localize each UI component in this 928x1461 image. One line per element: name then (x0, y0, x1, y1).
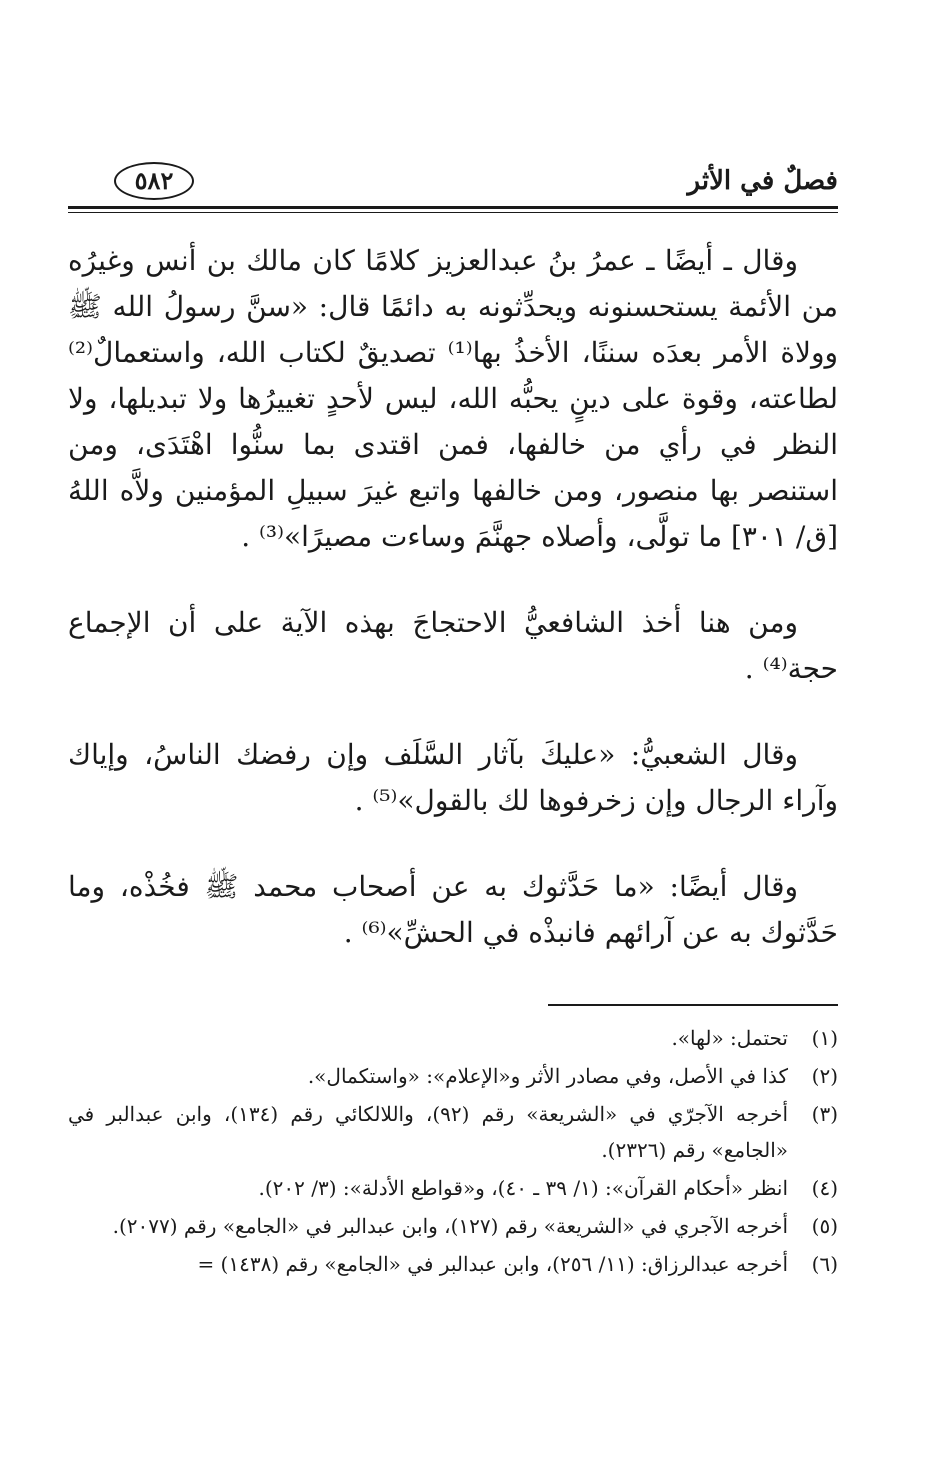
running-header (68, 160, 838, 210)
paragraph: ومن هنا أخذ الشافعيُّ الاحتجاجَ بهذه الآية على أن الإجماع حجة⁽⁴⁾ . (68, 606, 838, 685)
footnote (68, 1208, 838, 1244)
footnote (68, 1058, 838, 1094)
footnote-text: انظر «أحكام القرآن»: (١/ ٣٩ ـ ٤٠)، و«قواطع الأدلة»: (٣/ ٢٠٢). (258, 1176, 788, 1200)
footnote (68, 1020, 838, 1056)
chapter-title: فصلٌ في الأثر (687, 166, 838, 196)
footnotes (68, 1020, 838, 1282)
footnote-text: كذا في الأصل، وفي مصادر الأثر و«الإعلام»: «واستكمال». (307, 1064, 788, 1088)
header-rule-thin (68, 212, 838, 213)
footnote (68, 1170, 838, 1206)
footnote-number: (٤) (811, 1176, 838, 1200)
paragraph: وقال الشعبيُّ: «عليكَ بآثار السَّلَف وإن رفضك الناسُ، وإياك وآراء الرجال وإن زخرفوها لك بالقول»⁽⁵⁾ . (68, 738, 838, 817)
paragraph: وقال أيضًا: «ما حَدَّثوك به عن أصحاب محمد ﷺ فخُذْه، وما حَدَّثوك به عن آرائهم فانبذْه في الحشِّ»⁽⁶⁾ . (68, 870, 838, 949)
footnote-separator (68, 996, 838, 1020)
main-text (68, 238, 838, 956)
footnote-number: (٦) (811, 1252, 838, 1276)
header-rule (68, 206, 838, 209)
footnote-number: (١) (811, 1026, 838, 1050)
footnote-number: (٣) (811, 1102, 838, 1126)
footnote (68, 1096, 838, 1168)
footnote-number: (٢) (811, 1064, 838, 1088)
footnote-number: (٥) (811, 1214, 838, 1238)
book-page (68, 160, 838, 1284)
footnote-rule (548, 1004, 838, 1006)
footnote-text: تحتمل: «لها». (671, 1026, 788, 1050)
footnote (68, 1246, 838, 1282)
page-number: ٥٨٢ (114, 162, 194, 200)
footnote-text: أخرجه الآجرّي في «الشريعة» رقم (٩٢)، واللالكائي رقم (١٣٤)، وابن عبدالبر في «الجامع» رقم (٢٣٢٦). (68, 1102, 788, 1162)
footnote-text: أخرجه الآجري في «الشريعة» رقم (١٢٧)، وابن عبدالبر في «الجامع» رقم (٢٠٧٧). (112, 1214, 788, 1238)
footnote-text: أخرجه عبدالرزاق: (١١/ ٢٥٦)، وابن عبدالبر في «الجامع» رقم (١٤٣٨) = (197, 1252, 788, 1276)
paragraph: وقال ـ أيضًا ـ عمرُ بنُ عبدالعزيز كلامًا كان مالك بن أنس وغيرُه من الأئمة يستحسنونه ويحدِّثونه به دائمًا قال: «سنَّ رسولُ الله ﷺ وولاة الأمر بعدَه سننًا، الأخذُ بها⁽¹⁾ تصديقٌ لكتاب الله، واستعمالٌ⁽²⁾ لطاعته، وقوة على دينٍ يحبُّه الله، ليس لأحدٍ تغييرُها ولا تبديلها، ولا النظر في رأي من خالفها، فمن اقتدى بما سنُّوا اهْتَدَى، ومن استنصر بها منصور، ومن خالفها واتبع غيرَ سبيلِ المؤمنين ولاَّه اللهُ [ق/ ٣٠١] ما تولَّى، وأصلاه جهنَّمَ وساءت مصيرًا»⁽³⁾ . (68, 244, 839, 553)
